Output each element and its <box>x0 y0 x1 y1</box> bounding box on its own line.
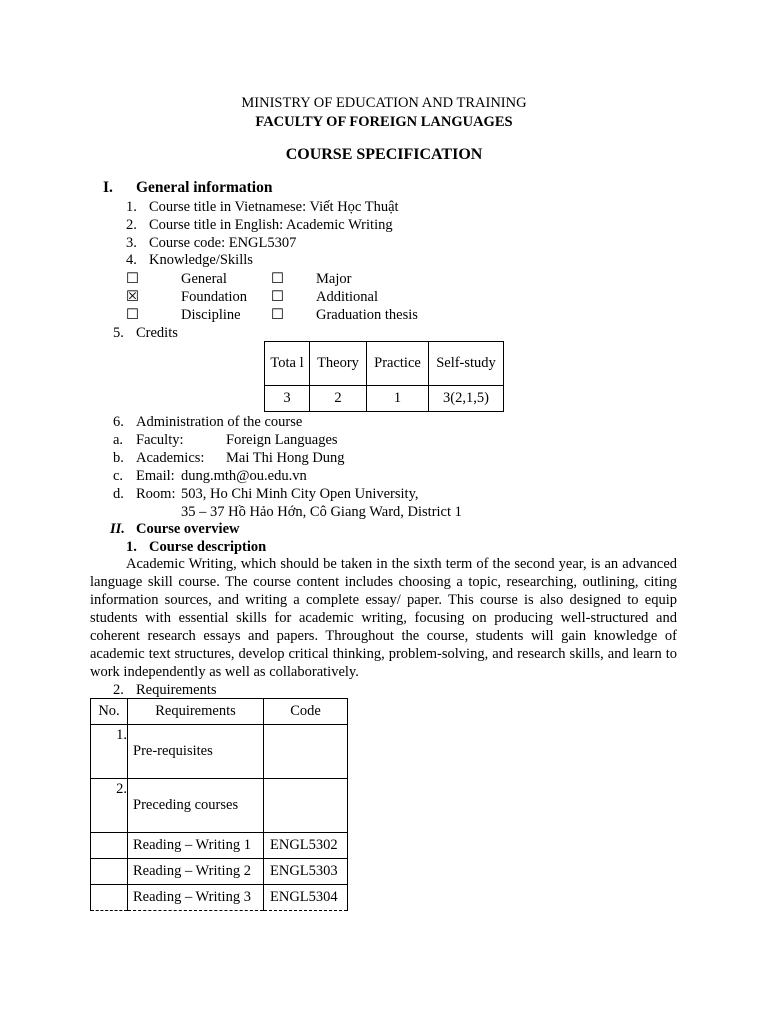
req-no <box>91 885 128 911</box>
label-graduation-thesis: Graduation thesis <box>316 307 418 323</box>
admin-label-faculty: Faculty: <box>136 432 184 448</box>
table-row <box>91 779 348 833</box>
req-name: Reading – Writing 2 <box>128 859 264 885</box>
req-code: ENGL5303 <box>264 859 348 885</box>
admin-letter: a. <box>113 432 124 448</box>
req-code: ENGL5302 <box>264 833 348 859</box>
item-number: 5. <box>113 325 124 341</box>
admin-label-academics: Academics: <box>136 450 205 466</box>
credits-value-theory: 2 <box>310 386 367 412</box>
checkbox-graduation-thesis[interactable]: ☐ <box>271 307 284 323</box>
knowledge-skills-label: Knowledge/Skills <box>149 252 253 268</box>
ministry-heading: MINISTRY OF EDUCATION AND TRAINING <box>241 95 527 111</box>
req-header-requirements: Requirements <box>128 699 264 725</box>
label-major: Major <box>316 271 352 287</box>
admin-letter: b. <box>113 450 124 466</box>
section2-heading: Course overview <box>136 521 240 537</box>
section1-numeral: I. <box>103 179 113 196</box>
admin-letter: c. <box>113 468 124 484</box>
requirements-table <box>90 698 348 911</box>
req-no: 2. <box>91 779 128 833</box>
item-number: 4. <box>126 252 137 268</box>
credits-label: Credits <box>136 325 178 341</box>
checkbox-general[interactable]: ☐ <box>126 271 139 287</box>
sub-number: 1. <box>126 539 137 555</box>
item-number: 2. <box>126 217 137 233</box>
admin-value-email[interactable]: dung.mth@ou.edu.vn <box>181 468 307 484</box>
admin-value-academics: Mai Thi Hong Dung <box>226 450 345 466</box>
req-code: ENGL5304 <box>264 885 348 911</box>
checkbox-additional[interactable]: ☐ <box>271 289 284 305</box>
admin-address-line2: 35 – 37 Hồ Hảo Hớn, Cô Giang Ward, District 1 <box>181 504 462 520</box>
req-header-code: Code <box>264 699 348 725</box>
course-title-vn: Course title in Vietnamese: Viết Học Thuật <box>149 199 399 215</box>
table-row <box>91 885 348 911</box>
item-number: 3. <box>126 235 137 251</box>
sub-number: 2. <box>113 682 124 698</box>
document-title: COURSE SPECIFICATION <box>285 146 483 163</box>
label-discipline: Discipline <box>181 307 241 323</box>
administration-label: Administration of the course <box>136 414 303 430</box>
req-name: Reading – Writing 3 <box>128 885 264 911</box>
credits-value-practice: 1 <box>367 386 429 412</box>
req-no <box>91 833 128 859</box>
req-name: Pre-requisites <box>128 725 264 779</box>
credits-table <box>264 341 504 412</box>
checkbox-major[interactable]: ☐ <box>271 271 284 287</box>
admin-label-room: Room: <box>136 486 176 502</box>
req-header-no: No. <box>91 699 128 725</box>
req-code <box>264 725 348 779</box>
faculty-heading: FACULTY OF FOREIGN LANGUAGES <box>255 114 513 130</box>
section2-numeral: II. <box>110 521 125 537</box>
admin-label-email: Email: <box>136 468 175 484</box>
item-number: 1. <box>126 199 137 215</box>
table-row <box>91 725 348 779</box>
course-description-heading: Course description <box>149 539 267 555</box>
credits-header-theory: Theory <box>310 342 367 386</box>
req-name: Reading – Writing 1 <box>128 833 264 859</box>
table-row <box>91 859 348 885</box>
credits-header-practice: Practice <box>367 342 429 386</box>
req-no: 1. <box>91 725 128 779</box>
section1-heading: General information <box>136 179 273 196</box>
admin-value-room: 503, Ho Chi Minh City Open University, <box>181 486 419 502</box>
course-title-en: Course title in English: Academic Writing <box>149 217 393 233</box>
credits-header-total: Tota l <box>265 342 310 386</box>
admin-value-faculty: Foreign Languages <box>226 432 338 448</box>
label-foundation: Foundation <box>181 289 248 305</box>
checkbox-discipline[interactable]: ☐ <box>126 307 139 323</box>
course-code: Course code: ENGL5307 <box>149 235 297 251</box>
table-row <box>91 833 348 859</box>
req-name: Preceding courses <box>128 779 264 833</box>
item-number: 6. <box>113 414 124 430</box>
requirements-heading: Requirements <box>136 682 217 698</box>
credits-value-total: 3 <box>265 386 310 412</box>
label-general: General <box>181 271 227 287</box>
req-no <box>91 859 128 885</box>
req-code <box>264 779 348 833</box>
credits-value-self-study: 3(2,1,5) <box>429 386 504 412</box>
label-additional: Additional <box>316 289 379 305</box>
checkbox-foundation[interactable]: ☒ <box>126 289 139 305</box>
admin-letter: d. <box>113 486 124 502</box>
credits-header-self-study: Self-study <box>429 342 504 386</box>
course-description-text: Academic Writing, which should be taken in the sixth term of the second year, is an advanced language skill course. The course content includes choosing a topic, researching, outlining, citing information sources, and writing a complete essay/ paper. This course is also designed to equip students with essential skills for academic writing, focusing on producing well-structured and coherent research essays and papers. Throughout the course, students will gain knowledge of academic text structures, develop critical thinking, problem-solving, and research skills, and learn to work independently as well as collaboratively. <box>90 556 677 680</box>
